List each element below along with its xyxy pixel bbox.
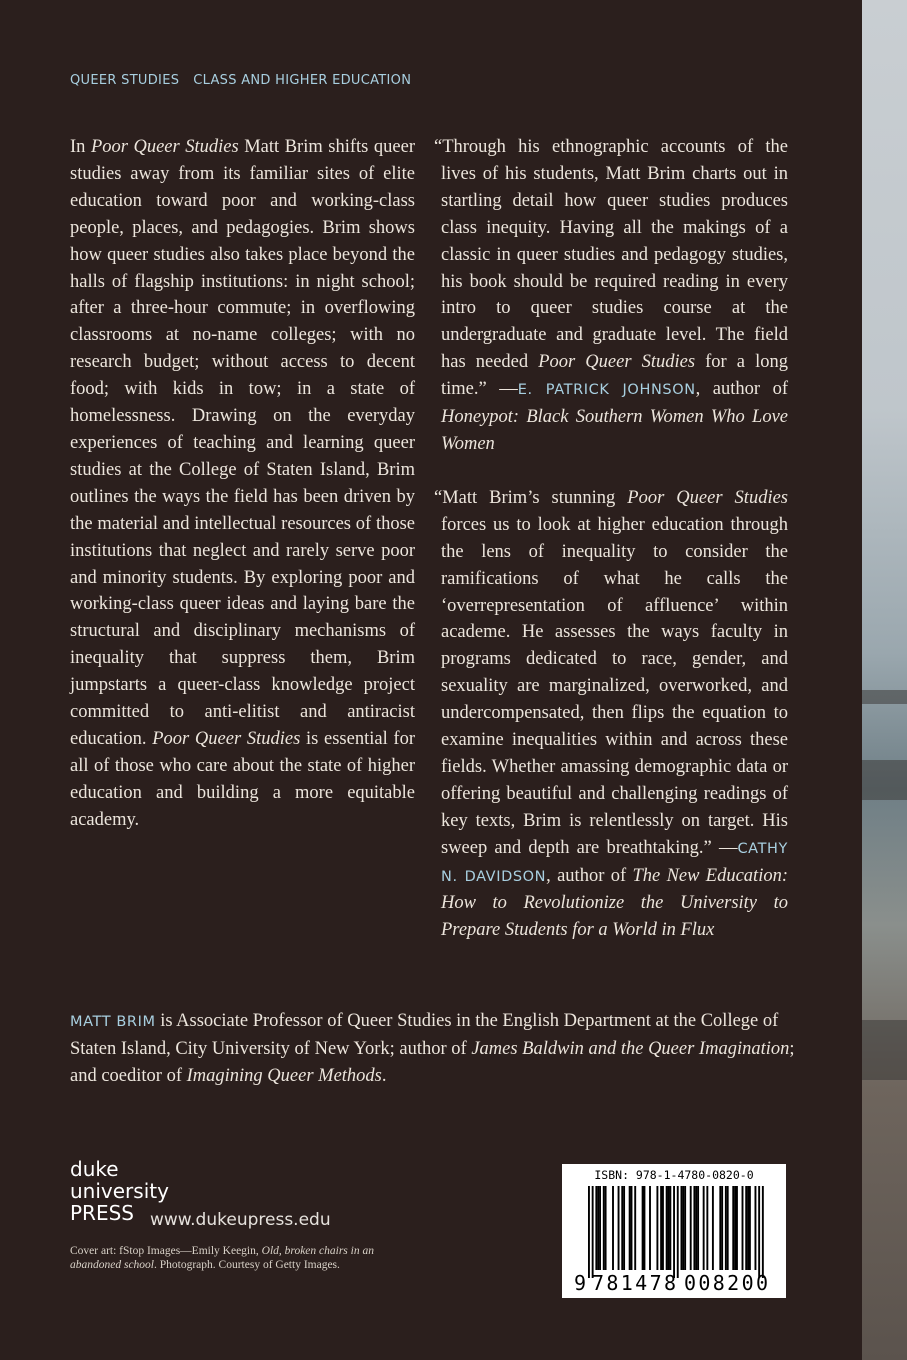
barcode-bar bbox=[693, 1186, 695, 1270]
blurb-book-title: Poor Queer Studies bbox=[627, 487, 788, 508]
barcode-bar bbox=[621, 1186, 623, 1270]
barcode-bar bbox=[703, 1186, 705, 1270]
barcode-bar bbox=[747, 1186, 749, 1270]
publisher-logo-line: duke bbox=[70, 1157, 119, 1181]
barcode-bar bbox=[669, 1186, 671, 1270]
blurb-text: , author of bbox=[546, 865, 633, 886]
barcode-bar bbox=[631, 1186, 633, 1270]
barcode-bar bbox=[612, 1186, 614, 1270]
barcode-bar bbox=[634, 1186, 636, 1270]
cover-art-credit: Cover art: fStop Images—Emily Keegin, Old, broken chairs in an abandoned school. Photograph. Courtesy of Getty Images. bbox=[70, 1245, 374, 1271]
description-text: In bbox=[70, 137, 91, 157]
publisher-logo-line: university bbox=[70, 1179, 169, 1203]
isbn-barcode bbox=[562, 1164, 786, 1298]
barcode-bar bbox=[758, 1186, 760, 1278]
author-bio bbox=[70, 1008, 798, 1090]
barcode-bar bbox=[712, 1186, 714, 1270]
barcode-bar bbox=[656, 1186, 658, 1270]
blurb-text: , author of bbox=[695, 379, 788, 400]
blurb-author: E. PATRICK JOHNSON bbox=[517, 382, 696, 399]
barcode-bar bbox=[660, 1186, 662, 1270]
barcode-bar bbox=[642, 1186, 644, 1270]
publisher-logo-line: PRESS bbox=[70, 1201, 134, 1225]
bio-text: . bbox=[381, 1065, 387, 1086]
barcode-bar bbox=[644, 1186, 646, 1270]
barcode-bar bbox=[697, 1186, 699, 1270]
barcode-bar bbox=[734, 1186, 736, 1270]
barcode-bar bbox=[681, 1186, 683, 1270]
subject-categories bbox=[70, 73, 425, 88]
blurb-author-work: Honeypot: Black Southern Women Who Love Women bbox=[441, 407, 788, 454]
barcode-bar bbox=[618, 1186, 620, 1270]
blurb-text: “Matt Brim’s stunning bbox=[434, 487, 628, 508]
endorsement-johnson bbox=[434, 134, 788, 458]
barcode-bar bbox=[755, 1186, 757, 1270]
description-text: Matt Brim shifts queer studies away from its familiar sites of elite education toward poor and working-class people, places, and pedagogies. Brim shows how queer studies also takes place beyond the halls of flagship institutions: in night school; after a three-hour commute; in overflowing classrooms at no-name colleges; with no research budget; without access to decent food; with kids in tow; in a state of homelessness. Drawing on the everyday experiences of teaching and learning queer studies at the College of Staten Island, Brim outlines the ways the field has been driven by the material and intellectual resources of those institutions that neglect and rarely serve poor and minority students. By exploring poor and working-class queer ideas and laying bare the structural and disciplinary mechanisms of inequality that suppress them, Brim jumpstarts a queer-class knowledge project committed to anti-elitist and antiracist education. bbox=[70, 137, 415, 749]
barcode-bar bbox=[762, 1186, 764, 1278]
author-name: MATT BRIM bbox=[70, 1014, 156, 1030]
barcode-bar bbox=[727, 1186, 729, 1270]
blurb-author-work: The New Education: How to Revolutionize the University to Prepare Students for a World in Flux bbox=[441, 865, 788, 941]
bio-text: is Associate Professor of Queer Studies in the English Department at the College of Staten Island, City University of New York; author of bbox=[70, 1011, 779, 1059]
barcode-bar bbox=[629, 1186, 631, 1270]
bio-book-title: Imagining Queer Methods bbox=[186, 1065, 382, 1086]
description-text: is essential for all of those who care about the state of higher education and building a more equitable academy. bbox=[70, 728, 415, 830]
barcode-bar bbox=[668, 1186, 670, 1270]
description-book-title: Poor Queer Studies bbox=[152, 728, 301, 749]
publisher-url[interactable]: www.dukeupress.edu bbox=[150, 1210, 331, 1230]
blurb-author: CATHY N. DAVIDSON bbox=[441, 840, 788, 885]
blurb-book-title: Poor Queer Studies bbox=[538, 352, 696, 373]
isbn-label: ISBN: 978-1-4780-0820-0 bbox=[594, 1168, 754, 1182]
barcode-bar bbox=[749, 1186, 751, 1270]
barcode-bar bbox=[742, 1186, 744, 1270]
category-class-higher-education: CLASS AND HIGHER EDUCATION bbox=[193, 73, 412, 88]
barcode-bar bbox=[623, 1186, 625, 1270]
barcode-digit: 9 bbox=[574, 1271, 587, 1294]
barcode-bar bbox=[682, 1186, 684, 1270]
barcode-bar bbox=[662, 1186, 664, 1270]
barcode-bar bbox=[721, 1186, 723, 1270]
barcode-bar bbox=[588, 1186, 590, 1278]
barcode-bar bbox=[719, 1186, 721, 1270]
barcode-bar bbox=[745, 1186, 747, 1270]
barcode-bar bbox=[673, 1186, 675, 1278]
barcode-bar bbox=[592, 1186, 594, 1278]
barcode-bar bbox=[706, 1186, 708, 1270]
description-book-title: Poor Queer Studies bbox=[90, 137, 239, 157]
bio-book-title: James Baldwin and the Queer Imagination bbox=[471, 1038, 790, 1059]
cover-photo-strip bbox=[862, 0, 907, 1360]
barcode-bar bbox=[677, 1186, 679, 1278]
barcode-graphic bbox=[570, 1186, 778, 1294]
barcode-bar bbox=[725, 1186, 727, 1270]
category-queer-studies: QUEER STUDIES bbox=[70, 73, 180, 88]
barcode-bar bbox=[605, 1186, 607, 1270]
bio-text: ; and coeditor of bbox=[70, 1038, 795, 1086]
barcode-bar bbox=[597, 1186, 599, 1270]
barcode-digits-right: 008200 bbox=[684, 1271, 768, 1294]
barcode-bar bbox=[690, 1186, 692, 1270]
barcode-bar bbox=[603, 1186, 605, 1270]
endorsement-davidson bbox=[434, 485, 788, 944]
barcode-digits-left: 781478 bbox=[592, 1271, 676, 1294]
book-description bbox=[70, 134, 415, 834]
barcode-bar bbox=[695, 1186, 697, 1270]
barcode-bar bbox=[666, 1186, 668, 1270]
barcode-bar bbox=[649, 1186, 651, 1270]
blurb-text: for a long time.” — bbox=[441, 352, 788, 400]
barcode-bar bbox=[599, 1186, 601, 1270]
endorsements bbox=[434, 134, 788, 971]
barcode-bar bbox=[595, 1186, 597, 1270]
barcode-bar bbox=[736, 1186, 738, 1270]
barcode-bar bbox=[732, 1186, 734, 1270]
barcode-bar bbox=[684, 1186, 686, 1270]
blurb-text: forces us to look at higher education through the lens of inequality to consider the ramifications of what he calls the ‘overrepresentation of affluence’ within academe. He assesses the ways faculty in programs dedicated to race, gender, and sexuality are marginalized, overworked, and undercompensated, then flips the equation to examine inequalities within and across these fields. Whether amassing demographic data or offering beautiful and challenging readings of key texts, Brim is relentlessly on target. His sweep and depth are breathtaking.” — bbox=[441, 514, 788, 858]
blurb-text: “Through his ethnographic accounts of the lives of his students, Matt Brim charts out in startling detail how queer studies produces class inequity. Having all the makings of a classic in queer studies and pedagogy studies, his book should be required reading in every intro to queer studies course at the undergraduate and graduate level. The field has needed bbox=[434, 137, 788, 373]
